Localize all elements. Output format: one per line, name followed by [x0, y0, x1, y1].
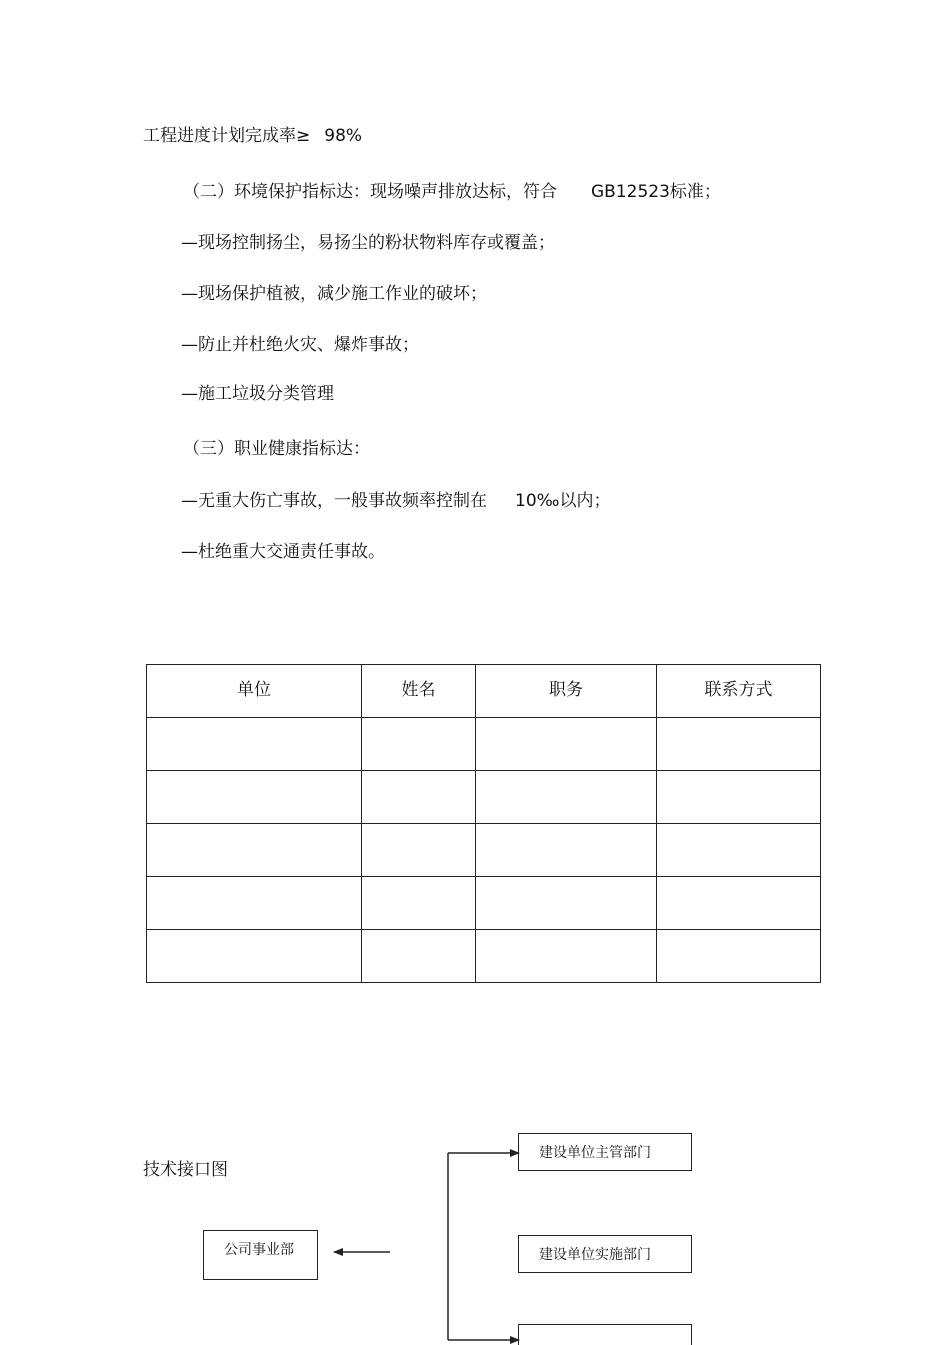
header-unit: 单位	[147, 665, 362, 718]
header-position: 职务	[476, 665, 657, 718]
company-division-box	[203, 1230, 318, 1280]
header-name: 姓名	[362, 665, 476, 718]
accident-rate-value: 10‰	[515, 491, 560, 511]
client-implementation-box	[518, 1235, 692, 1273]
vegetation-item: —现场保护植被，减少施工作业的破坏；	[181, 284, 487, 304]
dust-control-item: —现场控制扬尘，易扬尘的粉状物料库存或覆盖；	[181, 233, 555, 253]
client-management-box	[518, 1133, 692, 1171]
client-management-label: 建设单位主管部门	[539, 1145, 651, 1161]
environment-standard-code: GB12523	[591, 182, 670, 202]
header-contact: 联系方式	[657, 665, 821, 718]
fire-prevention-item: —防止并杜绝火灾、爆炸事故；	[181, 335, 419, 355]
environment-heading-text: （二）环境保护指标达：现场噪声排放达标，符合	[183, 182, 557, 202]
health-heading: （三）职业健康指标达：	[183, 439, 370, 459]
waste-sorting-item: —施工垃圾分类管理	[181, 384, 334, 404]
environment-heading-tail: 标准；	[669, 182, 721, 202]
accident-rate-text: —无重大伤亡事故，一般事故频率控制在	[181, 491, 487, 511]
accident-rate-tail: 以内；	[559, 491, 611, 511]
client-implementation-label: 建设单位实施部门	[539, 1247, 651, 1263]
third-unit-box	[518, 1324, 692, 1345]
traffic-accident-item: —杜绝重大交通责任事故。	[181, 542, 385, 562]
company-division-label: 公司事业部	[224, 1242, 294, 1258]
progress-target-value: 98%	[324, 126, 363, 146]
diagram-title: 技术接口图	[143, 1160, 228, 1180]
progress-target-label: 工程进度计划完成率≥	[143, 126, 311, 146]
